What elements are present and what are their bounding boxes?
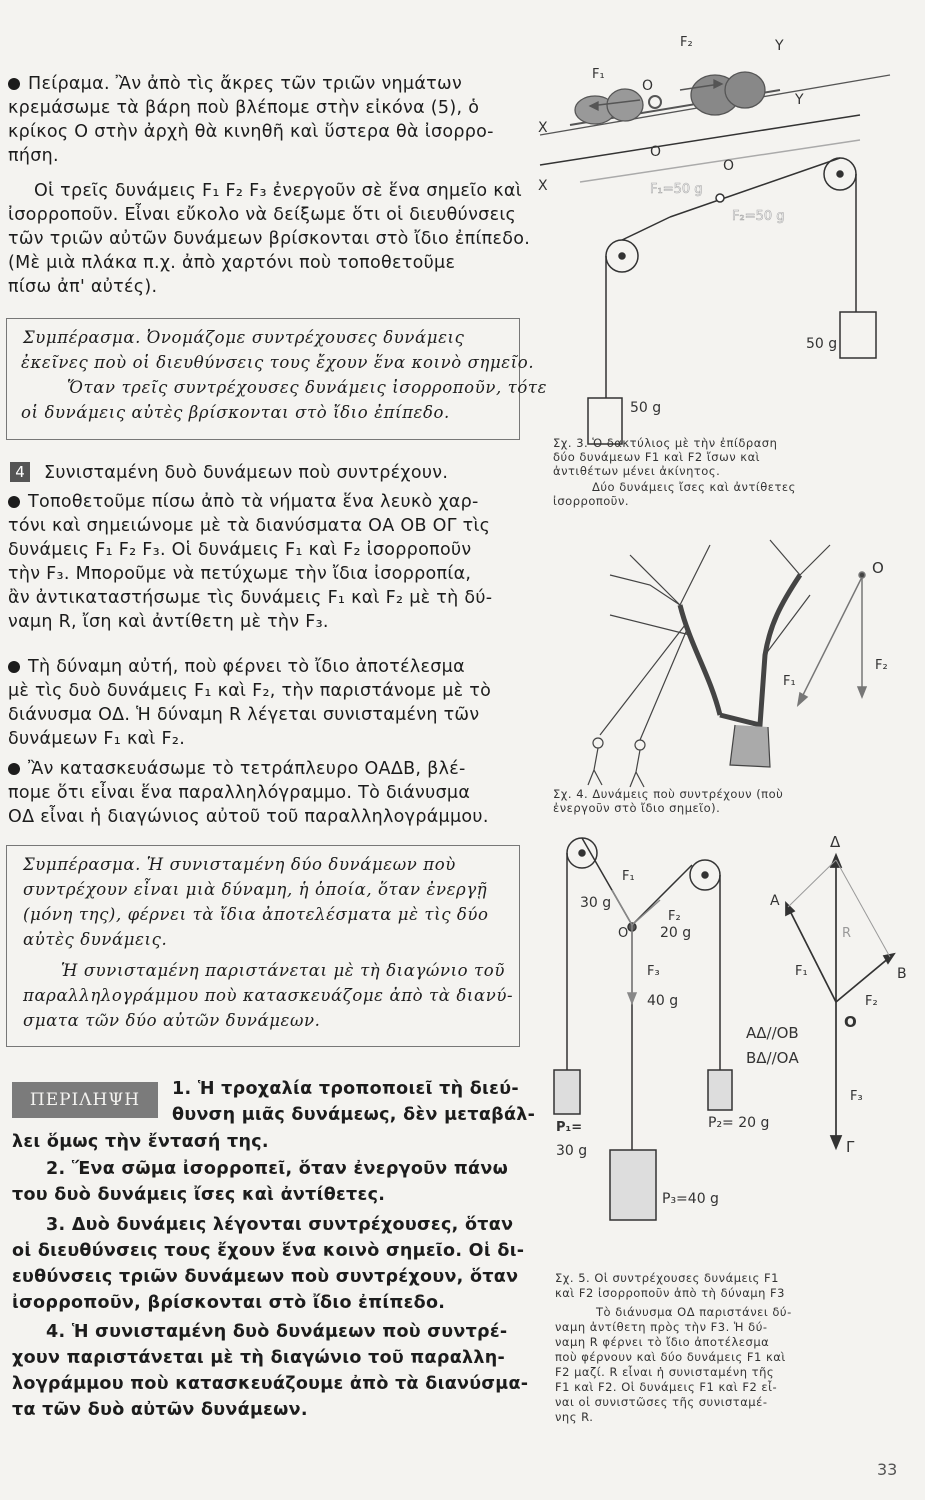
section-number-badge: 4 (10, 462, 30, 482)
person-2 (635, 740, 645, 750)
section4-line-7: Τὴ δύναμη αὐτή, ποὺ φέρνει τὸ ἴδιο ἀποτέλεσμα (8, 655, 465, 680)
conclusion-box-1 (6, 318, 548, 440)
fig5-caption-line-3: Τὸ διάνυσμα ΟΔ παριστάνει δύ- (596, 1305, 792, 1319)
experiment-line-5: Οἱ τρεῖς δυνάμεις F₁ F₂ F₃ ἐνεργοῦν σὲ ἕνα σημεῖο καὶ (34, 181, 522, 201)
side-ad (788, 860, 836, 907)
summary-line-13: τα τῶν δυὸ αὐτῶν δυνάμεων. (12, 1400, 308, 1420)
fig5-label-par2: ΒΔ//ΟΑ (746, 1049, 799, 1067)
summary-line-10: 4. Ἡ συνισταμένη δυὸ δυνάμεων ποὺ συντρέ- (46, 1322, 508, 1342)
fig3-label-y: Y (775, 38, 784, 54)
fig3-caption-line-2: δύο δυνάμεων F1 καὶ F2 ἴσων καὶ (553, 450, 761, 464)
summary-line-5: του δυὸ δυνάμεις ἴσες καὶ ἀντίθετες. (12, 1185, 386, 1205)
fig5-label-a: A (770, 893, 780, 909)
experiment-line-8: (Μὲ μιὰ πλάκα π.χ. ἀπὸ χαρτόνι ποὺ τοποθετοῦμε (8, 253, 456, 273)
summary-line-7: οἱ διευθύνσεις τους ἔχουν ἕνα κοινὸ σημεῖο. Οἱ δι- (12, 1241, 525, 1261)
weight-p2 (708, 1070, 732, 1110)
weight-right (840, 312, 876, 358)
pulley-right-axle (702, 872, 708, 878)
fig3-label-o: O (642, 78, 654, 94)
section4-line-10: δυνάμεων F₁ καὶ F₂. (8, 729, 186, 749)
fig5-caption-line-2: καὶ F2 ἰσορροποῦν ἀπὸ τὴ δύναμη F3 (555, 1286, 785, 1300)
vector-f3-small-head (628, 993, 636, 1003)
bullet-icon (8, 661, 20, 673)
fig5-caption-line-1: Σχ. 5. Οἱ συντρέχουσες δυνάμεις F1 (555, 1271, 779, 1285)
experiment-line-7: τῶν τριῶν αὐτῶν δυνάμεων βρίσκονται στὸ ἴδιο ἐπίπεδο. (8, 229, 531, 249)
figure-3 (530, 20, 920, 450)
team-left-2 (607, 89, 643, 121)
section4-line-4: τὴν F₃. Μποροῦμε νὰ πετύχωμε τὴν ἴδια ἰσορροπία, (8, 564, 472, 584)
section4-line-8: μὲ τὶς δυὸ δυνάμεις F₁ καὶ F₂, τὴν παριστάνομε μὲ τὸ (8, 681, 492, 701)
fig3-label-f2eq: F₂=50 g (732, 209, 785, 224)
table-setup (540, 115, 876, 444)
summary-line-4: 2. Ἕνα σῶμα ἰσορροπεῖ, ὅταν ἐνεργοῦν πάνω (46, 1159, 509, 1179)
summary-line-1: 1. Ἡ τροχαλία τροποποιεῖ τὴ διεύ- (172, 1079, 519, 1099)
vector-f1 (798, 577, 862, 705)
fig5-label-gamma: Γ (846, 1138, 855, 1156)
fig3-label-f1eq: F₁=50 g (650, 182, 703, 197)
rope-1 (600, 625, 685, 735)
fig5-label-f2: F₂ (668, 909, 681, 924)
conclusion1-line-2: ἐκεῖνες ποὺ οἱ διευθύνσεις τους ἔχουν ἕνα κοινὸ σημεῖο. (21, 353, 535, 372)
section-title: Συνισταμένη δυὸ δυνάμεων ποὺ συντρέχουν. (44, 463, 449, 483)
fig5-caption-line-6: ποὺ φέρνουν καὶ δύο δυνάμεις F1 καὶ (555, 1350, 786, 1364)
rope-2 (640, 627, 688, 740)
fig5-label-p3: P₃=40 g (662, 1191, 719, 1207)
pulley-left-axle (619, 253, 625, 259)
fig4-caption-line-1: Σχ. 4. Δυνάμεις ποὺ συντρέχουν (ποὺ (553, 787, 784, 801)
weight-p1 (554, 1070, 580, 1114)
fig3-caption-line-3: ἀντιθέτων μένει ἀκίνητος. (553, 464, 721, 478)
person-1 (593, 738, 603, 748)
fig5-label-par1: ΑΔ//ΟΒ (746, 1024, 799, 1042)
fig5-label-w30: 30 g (580, 895, 612, 911)
figure-4 (570, 535, 920, 795)
fig5-label-f1v: F₁ (795, 964, 808, 979)
conclusion-box-2 (6, 845, 520, 1047)
tree-trunk (680, 575, 800, 725)
fig5-label-f2v: F₂ (865, 994, 878, 1009)
conclusion2-line-2: συντρέχουν εἶναι μιὰ δύναμη, ἡ ὁποία, ὅταν ἐνεργῇ (23, 880, 488, 899)
vector-oa (788, 907, 836, 1002)
section4-line-12: πομε ὅτι εἶναι ἕνα παραλληλόγραμμο. Τὸ διάνυσμα (8, 783, 471, 803)
conclusion2-line-5: Ἡ συνισταμένη παριστάνεται μὲ τὴ διαγώνιο τοῦ (61, 961, 505, 980)
fig4-label-o: O (872, 559, 884, 577)
bullet-icon (8, 763, 20, 775)
section4-line-2: τόνι καὶ σημειώνομε μὲ τὰ διανύσματα ΟΑ ΟΒ ΟΓ τὶς (8, 516, 491, 536)
conclusion2-line-1: Συμπέρασμα. Ἡ συνισταμένη δύο δυνάμεων ποὺ (23, 855, 456, 874)
experiment-line-2: κρεμάσωμε τὰ βάρη ποὺ βλέπομε στὴν εἰκόνα (5), ὁ (8, 98, 480, 118)
section4-line-3: δυνάμεις F₁ F₂ F₃. Οἱ δυνάμεις F₁ καὶ F₂ ἰσορροποῦν (8, 540, 472, 560)
fig3-label-x: X (538, 120, 548, 136)
experiment-line-9: πίσω ἀπ' αὐτές). (8, 277, 158, 297)
parallelogram-diagram (786, 855, 894, 1148)
weight-p3 (610, 1150, 656, 1220)
summary-badge: ΠΕΡΙΛΗΨΗ (12, 1082, 158, 1118)
fig5-label-p1v: 30 g (556, 1143, 588, 1159)
conclusion1-line-1: Συμπέρασμα. Ὀνομάζομε συντρέχουσες δυνάμεις (23, 328, 465, 347)
tree-stump (730, 725, 770, 767)
vector-f1-small (612, 890, 632, 925)
bullet-icon (8, 78, 20, 90)
point-o (859, 572, 865, 578)
fig5-label-f1: F₁ (622, 869, 635, 884)
summary-line-11: χουν παριστάνεται μὲ τὴ διαγώνιο τοῦ παραλλη- (12, 1348, 506, 1368)
page-number: 33 (877, 1460, 898, 1479)
fig3-caption-line-1: Σχ. 3. Ὁ δακτύλιος μὲ τὴν ἐπίδραση (553, 436, 778, 450)
summary-line-9: ἰσορροποῦν, βρίσκονται στὸ ἴδιο ἐπίπεδο. (12, 1293, 446, 1313)
fig5-label-p2: P₂= 20 g (708, 1115, 770, 1131)
summary-line-6: 3. Δυὸ δυνάμεις λέγονται συντρέχουσες, ὅταν (46, 1215, 514, 1235)
vector-f2-small (632, 900, 660, 925)
experiment-line-6: ἰσορροποῦν. Εἶναι εὔκολο νὰ δείξωμε ὅτι οἱ διευθύνσεις (8, 205, 517, 225)
fig5-caption-line-9: ναι οἱ συνιστῶσες τῆς συνισταμέ- (555, 1395, 768, 1409)
fig5-label-delta: Δ (830, 833, 841, 851)
fig5-label-o: O (618, 926, 629, 941)
fig5-label-w20: 20 g (660, 925, 692, 941)
fig5-label-f3: F₃ (647, 964, 660, 979)
conclusion2-line-6: παραλληλογράμμου ποὺ κατασκευάζομε ἀπὸ τὰ διανύ- (23, 986, 514, 1005)
section4-line-1: Τοποθετοῦμε πίσω ἀπὸ τὰ νήματα ἕνα λευκὸ χαρ- (8, 490, 479, 515)
conclusion1-line-3: Ὅταν τρεῖς συντρέχουσες δυνάμεις ἰσορροποῦν, τότε (67, 378, 548, 397)
section4-line-9: διάνυσμα ΟΔ. Ἡ δύναμη R λέγεται συνισταμένη τῶν (8, 705, 480, 725)
summary-line-12: λογράμμου ποὺ κατασκευάζουμε ἀπὸ τὰ διανύσμα- (12, 1374, 529, 1394)
experiment-line-4: πήση. (8, 146, 59, 166)
experiment-line-3: κρίκος Ο στὴν ἀρχὴ θὰ κινηθῆ καὶ ὕστερα θὰ ἰσορρο- (8, 122, 494, 142)
fig3-caption-line-4: Δύο δυνάμεις ἴσες καὶ ἀντίθετες (592, 480, 796, 494)
fig4-label-f2: F₂ (875, 658, 888, 673)
ring-o (649, 96, 661, 108)
fig5-label-f3v: F₃ (850, 1089, 863, 1104)
fig4-label-f1: F₁ (783, 674, 796, 689)
fig3-label-x2: X (538, 178, 548, 194)
section4-line-6: ναμη R, ἴση καὶ ἀντίθετη μὲ τὴν F₃. (8, 612, 329, 632)
section4-line-11: Ἂν κατασκευάσωμε τὸ τετράπλευρο ΟΑΔΒ, βλέ- (8, 757, 466, 782)
fig5-label-b: B (897, 966, 907, 982)
fig3-label-f1: F₁ (592, 67, 605, 82)
bullet-icon (8, 496, 20, 508)
fig5-caption-line-5: ναμη R φέρνει τὸ ἴδιο ἀποτέλεσμα (555, 1335, 770, 1349)
vector-f2-head (858, 687, 866, 697)
fig5-caption-line-7: F2 μαζί. R εἶναι ἡ συνισταμένη τῆς (555, 1365, 775, 1379)
string-left-top (622, 217, 670, 240)
fig5-label-w40: 40 g (647, 993, 679, 1009)
summary-line-3: λει ὅμως τὴν ἔντασή της. (12, 1132, 269, 1152)
fig5-caption-line-10: νης R. (555, 1410, 594, 1424)
fig4-caption-line-2: ἐνεργοῦν στὸ ἴδιο σημεῖο). (553, 801, 721, 815)
person-1-body (588, 748, 602, 785)
pulley-left-axle (579, 850, 585, 856)
conclusion2-line-7: σματα τῶν δύο αὐτῶν δυνάμεων. (23, 1011, 321, 1030)
vector-f1-head (798, 693, 807, 705)
fig3-label-o2: O (650, 144, 662, 160)
fig3-label-w-right: 50 g (806, 336, 838, 352)
fig3-label-f2: F₂ (680, 35, 693, 50)
experiment-line-1: Πείραμα. Ἂν ἀπὸ τὶς ἄκρες τῶν τριῶν νημάτων (8, 72, 462, 97)
fig3-ring (716, 194, 724, 202)
person-2-body (630, 750, 644, 787)
fig5-label-ov: O (844, 1013, 857, 1031)
figure-5 (550, 825, 920, 1385)
table-edge-2 (580, 140, 860, 182)
section4-line-5: ἂν ἀντικαταστήσωμε τὶς δυνάμεις F₁ καὶ F₂ μὲ τὴ δύ- (8, 588, 493, 608)
fig3-label-o3: O (723, 158, 735, 174)
fig3-label-y2: Y (795, 92, 804, 108)
tree-illustration (588, 540, 830, 787)
pulley-right-axle (837, 171, 843, 177)
fig3-label-w-left: 50 g (630, 400, 662, 416)
vector-ob (836, 957, 890, 1002)
conclusion2-line-3: (μόνη της), φέρνει τὰ ἴδια ἀποτελέσματα μὲ τὶς δύο (23, 905, 489, 924)
fig3-caption-line-5: ἰσορροποῦν. (553, 494, 630, 508)
section4-line-13: ΟΔ εἶναι ἡ διαγώνιος αὐτοῦ τοῦ παραλληλογράμμου. (8, 807, 489, 827)
fig5-label-p1: P₁= (556, 1120, 583, 1135)
summary-line-2: θυνση μιᾶς δυνάμεως, δὲν μεταβάλ- (172, 1105, 536, 1125)
conclusion1-line-4: οἱ δυνάμεις αὐτὲς βρίσκονται στὸ ἴδιο ἐπίπεδο. (21, 403, 450, 422)
fig5-caption-line-8: F1 καὶ F2. Οἱ δυνάμεις F1 καὶ F2 εἶ- (555, 1380, 778, 1394)
fig5-label-r: R (842, 926, 852, 941)
conclusion2-line-4: αὐτὲς δυνάμεις. (23, 930, 168, 949)
team-right-2 (725, 72, 765, 108)
fig5-caption-line-4: ναμη ἀντίθετη πρὸς τὴν F3. Ἡ δύ- (555, 1320, 768, 1334)
side-bd (836, 860, 890, 957)
fig4-vectors (798, 572, 866, 705)
fig5-pulley-vectors (612, 890, 660, 1003)
tree-branches (610, 540, 830, 655)
vector-og-head (831, 1136, 841, 1148)
summary-line-8: ευθύνσεις τριῶν δυνάμεων ποὺ συντρέχουν, ὅταν (12, 1267, 519, 1287)
